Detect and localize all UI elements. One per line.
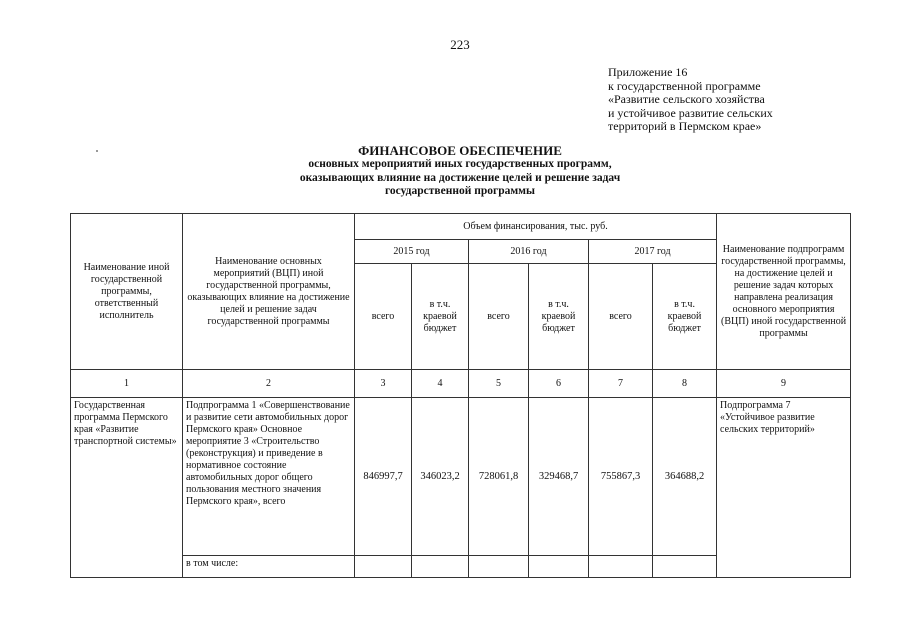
regional-2015-cell: 346023,2: [412, 398, 469, 556]
header-activity: Наименование основных мероприятий (ВЦП) иной государственной программы, оказывающих влияние на достижение целей и решение задач государственной программы: [183, 214, 355, 370]
regional-2017-cell: 364688,2: [653, 398, 717, 556]
column-number: 3: [355, 370, 412, 398]
appendix-line: «Развитие сельского хозяйства: [608, 92, 765, 106]
program-cell: Государственная программа Пермского края «Развитие транспортной системы»: [71, 398, 183, 578]
header-subprogram: Наименование подпрограмм государственной программы, на достижение целей и решение задач которых направлена реализация основного мероприятия (ВЦП) иной государственной программы: [717, 214, 851, 370]
activity-cell: в том числе:: [183, 556, 355, 578]
appendix-note: [608, 66, 773, 134]
header-year-2017: 2017 год: [589, 240, 717, 264]
empty-cell: [589, 556, 653, 578]
title-line: государственной программы: [385, 185, 535, 197]
appendix-line: Приложение 16: [608, 65, 688, 79]
title-line: основных мероприятий иных государственных программ,: [308, 158, 612, 170]
column-number: 9: [717, 370, 851, 398]
scan-speck: [96, 150, 98, 152]
header-year-2016: 2016 год: [469, 240, 589, 264]
column-number: 8: [653, 370, 717, 398]
header-total: всего: [589, 264, 653, 370]
header-row: [71, 214, 851, 240]
title-line: оказывающих влияние на достижение целей и решение задач: [299, 171, 621, 184]
column-number: 1: [71, 370, 183, 398]
table-row: [71, 398, 851, 556]
header-year-2015: 2015 год: [355, 240, 469, 264]
header-program: Наименование иной государственной программы, ответственный исполнитель: [71, 214, 183, 370]
regional-2016-cell: 329468,7: [529, 398, 589, 556]
financing-table: [70, 213, 851, 578]
subprogram-cell: Подпрограмма 7 «Устойчивое развитие сельских территорий»: [717, 398, 851, 578]
empty-cell: [355, 556, 412, 578]
document-title: [180, 144, 740, 199]
header-total: всего: [355, 264, 412, 370]
page-number: 223: [450, 37, 470, 52]
empty-cell: [412, 556, 469, 578]
header-regional: в т.ч. краевой бюджет: [412, 264, 469, 370]
appendix-line: территорий в Пермском крае»: [608, 119, 762, 133]
column-number: 5: [469, 370, 529, 398]
appendix-line: и устойчивое развитие сельских: [608, 105, 773, 120]
total-2016-cell: 728061,8: [469, 398, 529, 556]
column-number: 4: [412, 370, 469, 398]
column-number: 6: [529, 370, 589, 398]
activity-cell: Подпрограмма 1 «Совершенствование и развитие сети автомобильных дорог Пермского края» Основное мероприятие 3 «Строительство (реконструкция) и приведение в нормативное состояние автомобильных дорог общего пользования местного значения Пермского края», всего: [183, 398, 355, 556]
title-main: ФИНАНСОВОЕ ОБЕСПЕЧЕНИЕ: [358, 143, 562, 158]
header-regional: в т.ч. краевой бюджет: [529, 264, 589, 370]
total-2017-cell: 755867,3: [589, 398, 653, 556]
column-number-row: [71, 370, 851, 398]
header-total: всего: [469, 264, 529, 370]
column-number: 7: [589, 370, 653, 398]
empty-cell: [469, 556, 529, 578]
total-2015-cell: 846997,7: [355, 398, 412, 556]
appendix-line: к государственной программе: [608, 78, 761, 93]
empty-cell: [653, 556, 717, 578]
empty-cell: [529, 556, 589, 578]
header-financing: Объем финансирования, тыс. руб.: [355, 214, 717, 240]
header-regional: в т.ч. краевой бюджет: [653, 264, 717, 370]
column-number: 2: [183, 370, 355, 398]
